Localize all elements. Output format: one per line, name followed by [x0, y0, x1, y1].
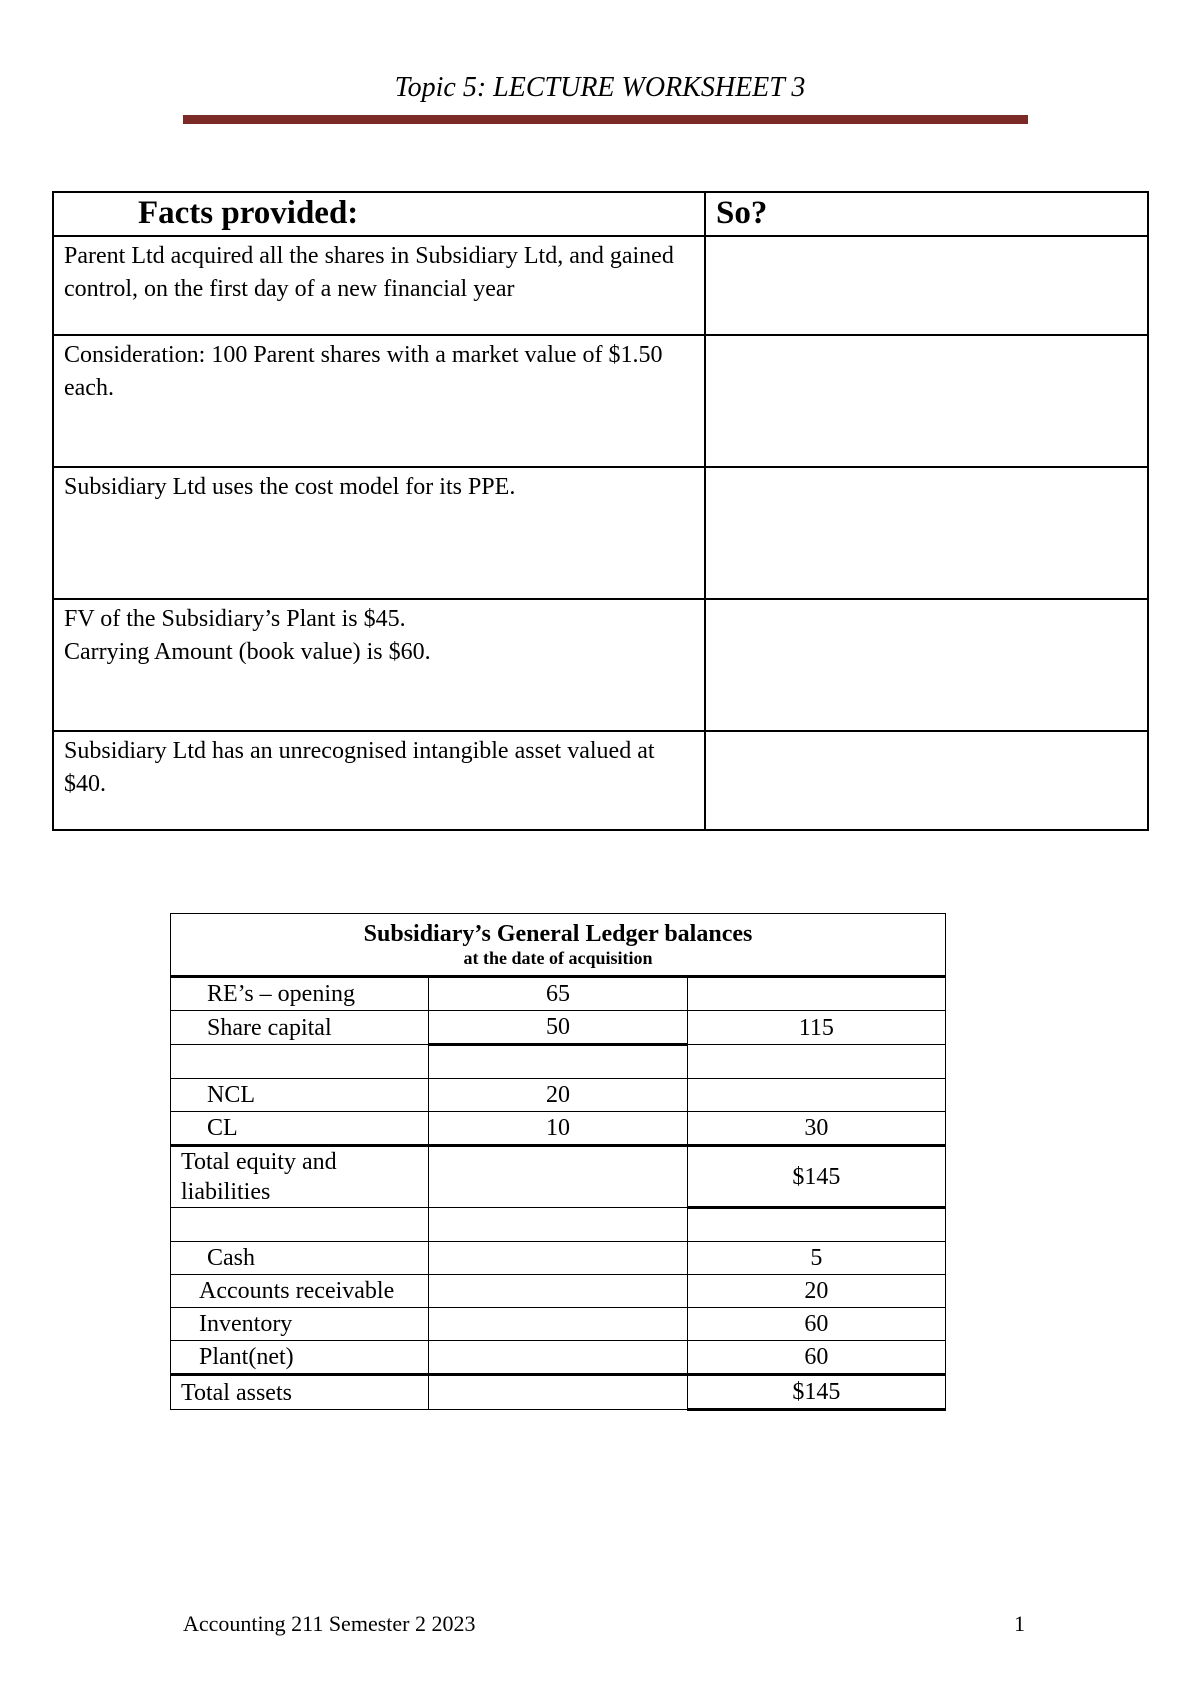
ledger-col3	[687, 1208, 945, 1242]
fact-cell: Subsidiary Ltd uses the cost model for its PPE.	[53, 467, 705, 599]
answer-cell[interactable]	[705, 236, 1148, 335]
ledger-label	[171, 1045, 429, 1079]
ledger-row	[171, 977, 946, 1011]
ledger-col3: 60	[687, 1341, 945, 1375]
facts-table	[52, 191, 1149, 831]
fact-cell: Consideration: 100 Parent shares with a market value of $1.50 each.	[53, 335, 705, 467]
header-rule	[183, 115, 1028, 124]
fact-line: FV of the Subsidiary’s Plant is $45.	[64, 606, 406, 632]
ledger-col2: 50	[429, 1011, 687, 1045]
ledger-caption-row	[171, 914, 946, 977]
answer-cell[interactable]	[705, 335, 1148, 467]
answer-cell[interactable]	[705, 731, 1148, 830]
ledger-col3: 30	[687, 1112, 945, 1146]
ledger-col3	[687, 1079, 945, 1112]
ledger-col3	[687, 1045, 945, 1079]
ledger-col3: $145	[687, 1375, 945, 1410]
ledger-row	[171, 1341, 946, 1375]
ledger-col2	[429, 1341, 687, 1375]
ledger-row	[171, 1208, 946, 1242]
ledger-col3: 115	[687, 1011, 945, 1045]
ledger-total-row	[171, 1146, 946, 1208]
ledger-col3: 5	[687, 1242, 945, 1275]
ledger-label: Total equity and liabilities	[171, 1146, 429, 1208]
ledger-col2	[429, 1208, 687, 1242]
ledger-row	[171, 1045, 946, 1079]
ledger-col3: 20	[687, 1275, 945, 1308]
footer-course: Accounting 211 Semester 2 2023	[183, 1611, 476, 1636]
fact-cell	[53, 599, 705, 731]
ledger-col2: 65	[429, 977, 687, 1011]
ledger-subtitle: at the date of acquisition	[463, 948, 653, 968]
facts-header-right: So?	[705, 192, 1148, 236]
ledger-label: Total assets	[171, 1375, 429, 1410]
answer-cell[interactable]	[705, 467, 1148, 599]
ledger-row	[171, 1079, 946, 1112]
ledger-col2: 10	[429, 1112, 687, 1146]
ledger-col2	[429, 1242, 687, 1275]
ledger-col2: 20	[429, 1079, 687, 1112]
ledger-col2	[429, 1308, 687, 1341]
ledger-row	[171, 1275, 946, 1308]
ledger-label: RE’s – opening	[171, 977, 429, 1011]
facts-row	[53, 599, 1148, 731]
ledger-label: Cash	[171, 1242, 429, 1275]
facts-row	[53, 335, 1148, 467]
ledger-col3	[687, 977, 945, 1011]
ledger-row	[171, 1011, 946, 1045]
ledger-col3: $145	[687, 1146, 945, 1208]
fact-cell: Subsidiary Ltd has an unrecognised intangible asset valued at $40.	[53, 731, 705, 830]
ledger-label: Accounts receivable	[171, 1275, 429, 1308]
ledger-title: Subsidiary’s General Ledger balances	[363, 921, 753, 947]
answer-cell[interactable]	[705, 599, 1148, 731]
ledger-col2	[429, 1045, 687, 1079]
facts-header-row	[53, 192, 1148, 236]
ledger-label: NCL	[171, 1079, 429, 1112]
ledger-label: Share capital	[171, 1011, 429, 1045]
ledger-row	[171, 1242, 946, 1275]
facts-row	[53, 236, 1148, 335]
ledger-total-row	[171, 1375, 946, 1410]
ledger-label	[171, 1208, 429, 1242]
ledger-label: CL	[171, 1112, 429, 1146]
fact-line: Carrying Amount (book value) is $60.	[64, 639, 431, 665]
ledger-col2	[429, 1375, 687, 1410]
ledger-row	[171, 1112, 946, 1146]
fact-cell: Parent Ltd acquired all the shares in Subsidiary Ltd, and gained control, on the first day of a new financial year	[53, 236, 705, 335]
ledger-label: Inventory	[171, 1308, 429, 1341]
ledger-label: Plant(net)	[171, 1341, 429, 1375]
ledger-col2	[429, 1146, 687, 1208]
ledger-row	[171, 1308, 946, 1341]
ledger-table	[170, 913, 946, 1411]
facts-row	[53, 731, 1148, 830]
ledger-col2	[429, 1275, 687, 1308]
page-number: 1	[1014, 1611, 1025, 1636]
ledger-caption	[171, 914, 946, 977]
page-title: Topic 5: LECTURE WORKSHEET 3	[394, 72, 806, 103]
facts-header-left: Facts provided:	[53, 192, 705, 236]
facts-row	[53, 467, 1148, 599]
ledger-col3: 60	[687, 1308, 945, 1341]
